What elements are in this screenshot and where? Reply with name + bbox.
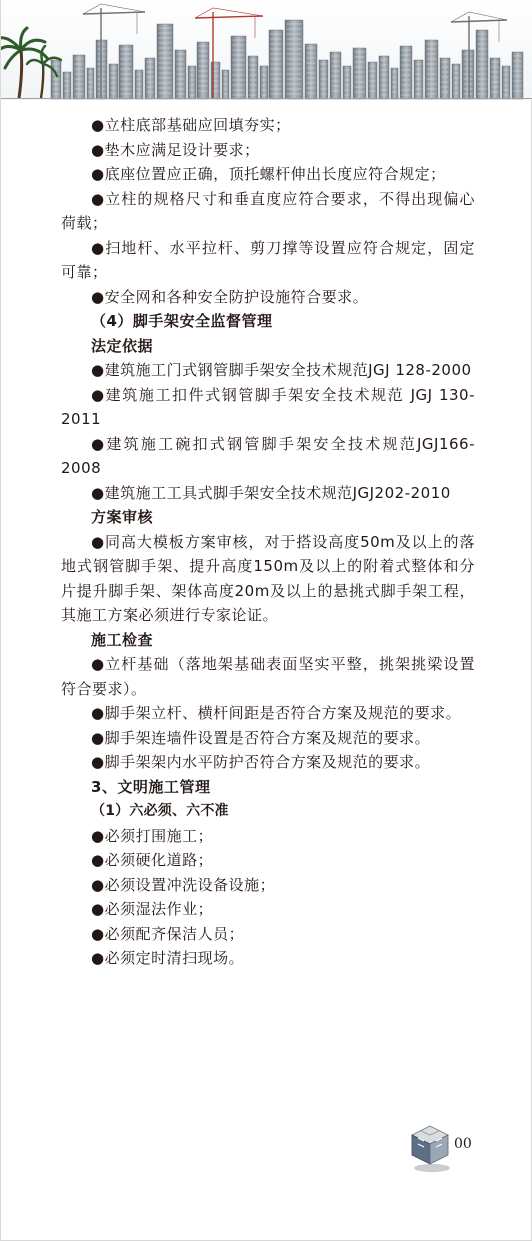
- building: [269, 30, 283, 99]
- bullet-foundation-backfill: ●立柱底部基础应回填夯实；: [91, 116, 291, 134]
- building: [73, 55, 85, 99]
- heading-legal-basis: 法定依据: [91, 336, 154, 355]
- building: [260, 66, 268, 99]
- page-number: 00: [454, 1136, 472, 1152]
- building: [319, 60, 328, 99]
- building: [490, 58, 500, 99]
- building: [197, 42, 209, 99]
- building: [368, 62, 377, 99]
- building: [512, 52, 523, 99]
- heading-plan-review: 方案审核: [91, 508, 154, 526]
- building: [222, 70, 229, 99]
- bullet-enclosure: ●必须打围施工；: [91, 826, 214, 845]
- building: [135, 70, 143, 99]
- heading-civilized-construction: 3、文明施工管理: [91, 777, 211, 796]
- building: [391, 68, 398, 99]
- bullet-horizontal-protection: ●脚手架架内水平防护否符合方案及规范的要求。: [91, 753, 431, 771]
- building: [353, 48, 366, 99]
- bullet-safety-net: ●安全网和各种安全防护设施符合要求。: [91, 287, 369, 306]
- building: [87, 68, 94, 99]
- building: [414, 60, 423, 99]
- bullet-sweeping-rod: ●扫地杆、水平拉杆、剪刀撑等设置应符合规定，固定可靠；: [61, 238, 475, 281]
- building: [188, 66, 196, 99]
- building: [379, 56, 389, 99]
- building: [452, 64, 460, 99]
- building: [440, 58, 450, 99]
- building: [476, 30, 488, 99]
- bullet-site-cleaning: ●必须定时清扫现场。: [91, 949, 245, 967]
- bullet-column-size: ●立柱的规格尺寸和垂直度应符合要求，不得出现偏心荷载；: [61, 189, 475, 232]
- bullet-wood-block: ●垫木应满足设计要求；: [91, 140, 260, 159]
- bullet-tool-type-scaffold: ●建筑施工工具式脚手架安全技术规范JGJ202-2010: [91, 483, 451, 502]
- city-skyline-banner: [1, 0, 532, 100]
- building: [343, 66, 351, 99]
- building: [502, 66, 510, 99]
- bullet-pole-spacing: ●脚手架立杆、横杆间距是否符合方案及规范的要求。: [91, 704, 462, 722]
- heading-construction-inspection: 施工检查: [91, 630, 154, 649]
- bullet-cleaners: ●必须配齐保洁人员；: [91, 924, 245, 943]
- building: [51, 60, 61, 99]
- bullet-wash-facility: ●必须设置冲洗设备设施；: [91, 875, 276, 894]
- bullet-pole-foundation: ●立杆基础（落地架基础表面坚实平整，挑架挑梁设置符合要求）。: [61, 655, 475, 698]
- bullet-wall-ties: ●脚手架连墙件设置是否符合方案及规范的要求。: [91, 728, 431, 747]
- bullet-door-type-scaffold: ●建筑施工门式钢管脚手架安全技术规范JGJ 128-2000: [91, 361, 472, 379]
- bullet-expert-review: ●同高大模板方案审核，对于搭设高度50m及以上的落地式钢管脚手架、提升高度150m及以上的附着式整体和分片提升脚手架、架体高度20m及以上的悬挑式脚手架工程，其施工方案必须进行专家论证。: [61, 532, 475, 624]
- building: [109, 64, 118, 99]
- building: [231, 36, 246, 99]
- building: [330, 52, 341, 99]
- building: [285, 20, 303, 99]
- bullet-wet-work: ●必须湿法作业；: [91, 900, 214, 918]
- bullet-hardened-road: ●必须硬化道路；: [91, 851, 214, 869]
- building: [145, 58, 155, 99]
- body-text: [61, 113, 475, 971]
- building: [119, 45, 133, 99]
- bullet-base-position: ●底座位置应正确，顶托螺杆伸出长度应符合规定；: [91, 165, 446, 183]
- building: [305, 44, 317, 99]
- building: [400, 46, 412, 99]
- heading-scaffold-supervision: （4）脚手架安全监督管理: [91, 312, 273, 330]
- building: [175, 50, 186, 99]
- building: [248, 56, 258, 99]
- cube-logo-icon: [406, 1122, 454, 1174]
- building: [462, 50, 474, 99]
- bullet-fastener-scaffold: ●建筑施工扣件式钢管脚手架安全技术规范 JGJ 130-2011: [61, 385, 475, 428]
- bullet-bowl-buckle-scaffold: ●建筑施工碗扣式钢管脚手架安全技术规范JGJ166-2008: [61, 434, 475, 477]
- heading-six-musts: （1）六必须、六不准: [91, 803, 229, 819]
